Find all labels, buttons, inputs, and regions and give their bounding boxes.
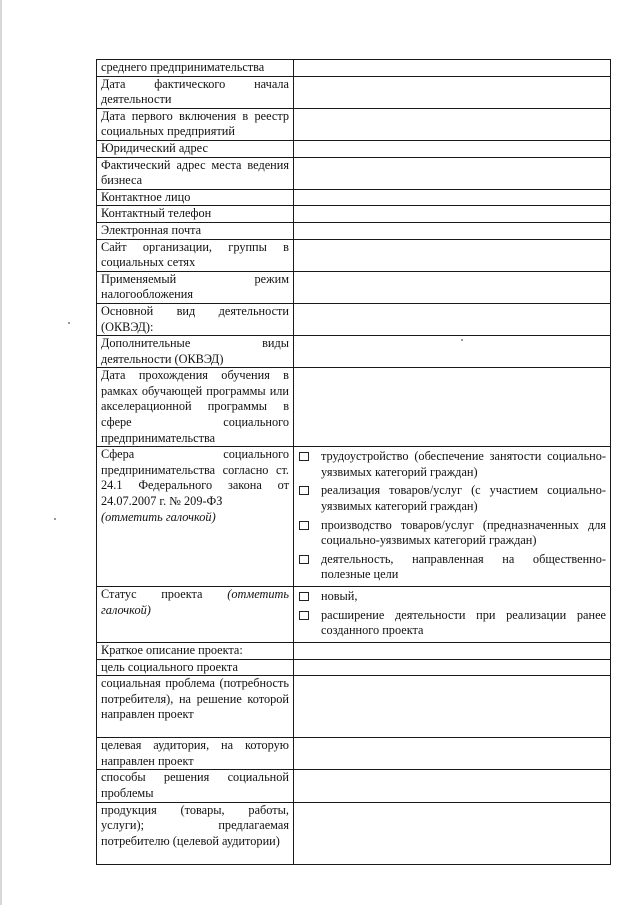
table-row: [97, 676, 611, 738]
status-option-label: новый,: [321, 589, 358, 604]
sphere-option-label: деятельность, направленная на общественно-полезные цели: [321, 551, 606, 582]
field-label: способы решения социальной проблемы: [97, 770, 294, 802]
field-value-cell[interactable]: [294, 303, 611, 335]
field-label: среднего предпринимательства: [97, 60, 294, 77]
field-value-cell[interactable]: [294, 738, 611, 770]
field-label: Электронная почта: [97, 222, 294, 239]
field-label: Применяемый режим налогообложения: [97, 271, 294, 303]
field-value-cell[interactable]: [294, 189, 611, 206]
field-value-cell[interactable]: [294, 76, 611, 108]
status-option: [298, 608, 606, 639]
status-options-cell: [294, 587, 611, 643]
sphere-option: [298, 552, 606, 583]
table-row: [97, 222, 611, 239]
field-value-cell[interactable]: [294, 802, 611, 864]
sphere-label-cell: [97, 447, 294, 587]
table-row: [97, 76, 611, 108]
table-row: [97, 368, 611, 447]
field-value-cell[interactable]: [294, 239, 611, 271]
field-label: Контактный телефон: [97, 206, 294, 223]
table-row: [97, 303, 611, 335]
field-value-cell[interactable]: [294, 643, 611, 660]
status-option-label: расширение деятельности при реализации ранее созданного проекта: [321, 607, 606, 638]
checkbox[interactable]: [299, 486, 309, 495]
scan-speck: [68, 322, 70, 324]
field-label: цель социального проекта: [97, 659, 294, 676]
sphere-row: [97, 447, 611, 587]
field-value-cell[interactable]: [294, 336, 611, 368]
sphere-option: [298, 483, 606, 514]
table-row: [97, 659, 611, 676]
scan-speck: [54, 518, 56, 520]
field-value-cell[interactable]: [294, 60, 611, 77]
table-row: [97, 157, 611, 189]
application-form-table: [96, 59, 611, 865]
table-row: [97, 738, 611, 770]
field-value-cell[interactable]: [294, 676, 611, 738]
field-value-cell[interactable]: [294, 140, 611, 157]
table-row: [97, 271, 611, 303]
table-row: [97, 802, 611, 864]
field-label: Дата фактического начала деятельности: [97, 76, 294, 108]
sphere-option-label: реализация товаров/услуг (с участием социально-уязвимых категорий граждан): [321, 483, 606, 514]
table-row: [97, 770, 611, 802]
sphere-options-cell: [294, 447, 611, 587]
sphere-hint: (отметить галочкой): [101, 509, 216, 524]
field-label: Дата прохождения обучения в рамках обучающей программы или акселерационной программы в сфере социального предпринимательства: [97, 368, 294, 447]
sphere-option: [298, 518, 606, 549]
table-row: [97, 108, 611, 140]
scan-speck: [461, 339, 463, 341]
table-row: [97, 206, 611, 223]
status-hint: (отметить галочкой): [101, 587, 289, 617]
field-label: Сайт организации, группы в социальных сетях: [97, 239, 294, 271]
field-label: Основной вид деятельности (ОКВЭД):: [97, 303, 294, 335]
table-row: [97, 643, 611, 660]
status-row: [97, 587, 611, 643]
field-label: Фактический адрес места ведения бизнеса: [97, 157, 294, 189]
table-row: [97, 140, 611, 157]
table-row: [97, 60, 611, 77]
table-row: [97, 239, 611, 271]
field-value-cell[interactable]: [294, 271, 611, 303]
field-label: продукция (товары, работы, услуги); предлагаемая потребителю (целевой аудитории): [97, 802, 294, 864]
field-value-cell[interactable]: [294, 770, 611, 802]
sphere-option-label: трудоустройство (обеспечение занятости социально-уязвимых категорий граждан): [321, 449, 606, 479]
status-option: [298, 589, 606, 605]
field-value-cell[interactable]: [294, 222, 611, 239]
sphere-label: Сфера социального предпринимательства согласно ст. 24.1 Федерального закона от 24.07.2007 г. № 209-ФЗ: [101, 447, 289, 509]
field-label: целевая аудитория, на которую направлен проект: [97, 738, 294, 770]
field-value-cell[interactable]: [294, 659, 611, 676]
field-label: Дата первого включения в реестр социальных предприятий: [97, 108, 294, 140]
page-edge: [0, 0, 2, 905]
field-value-cell[interactable]: [294, 108, 611, 140]
field-value-cell[interactable]: [294, 206, 611, 223]
field-label: Дополнительные виды деятельности (ОКВЭД): [97, 336, 294, 368]
field-label: Юридический адрес: [97, 140, 294, 157]
field-value-cell[interactable]: [294, 157, 611, 189]
checkbox[interactable]: [299, 521, 309, 530]
field-value-cell[interactable]: [294, 368, 611, 447]
sphere-option: [298, 449, 606, 480]
checkbox[interactable]: [299, 592, 309, 601]
field-label: Контактное лицо: [97, 189, 294, 206]
checkbox[interactable]: [299, 555, 309, 564]
checkbox[interactable]: [299, 452, 309, 461]
status-label-cell: [97, 587, 294, 643]
table-row: [97, 189, 611, 206]
field-label: социальная проблема (потребность потребителя), на решение которой направлен проект: [97, 676, 294, 738]
section-header: Краткое описание проекта:: [97, 643, 294, 660]
table-row: [97, 336, 611, 368]
status-label: Статус проекта: [101, 587, 203, 602]
checkbox[interactable]: [299, 611, 309, 620]
sphere-option-label: производство товаров/услуг (предназначенных для социально-уязвимых категорий граждан): [321, 517, 606, 548]
